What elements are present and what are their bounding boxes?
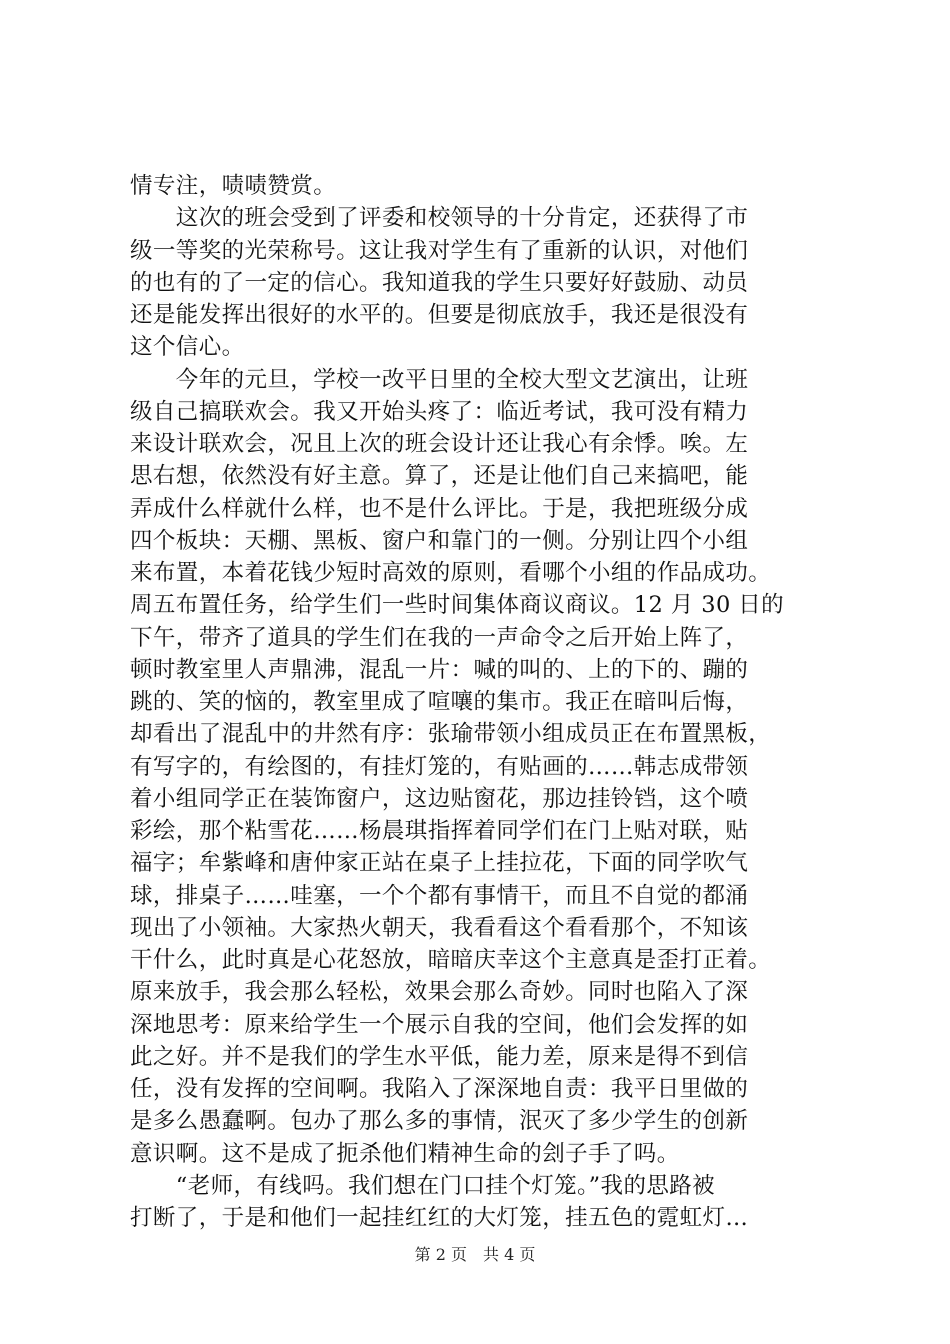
- text-line: 的也有的了一定的信心。我知道我的学生只要好好鼓励、动员: [130, 269, 749, 296]
- text-line: 干什么，此时真是心花怒放，暗暗庆幸这个主意真是歪打正着。: [130, 947, 772, 973]
- text-line: 四个板块：天棚、黑板、窗户和靠门的一侧。分别让四个小组: [130, 527, 749, 554]
- page-footer: [0, 1245, 950, 1265]
- text-line: 思右想，依然没有好主意。算了，还是让他们自己来搞吧，能: [130, 463, 749, 490]
- text-line: 任，没有发挥的空间啊。我陷入了深深地自责：我平日里做的: [130, 1076, 749, 1102]
- text-line: 着小组同学正在装饰窗户，这边贴窗花，那边挂铃铛，这个喷: [130, 785, 749, 812]
- text-line: 级自己搞联欢会。我又开始头疼了：临近考试，我可没有精力: [130, 398, 749, 425]
- text-line: 顿时教室里人声鼎沸，混乱一片：喊的叫的、上的下的、蹦的: [130, 656, 749, 683]
- page-indicator: 第 2 页 共 4 页: [414, 1245, 536, 1264]
- text-line: 福字；牟紫峰和唐仲家正站在桌子上挂拉花，下面的同学吹气: [130, 850, 749, 877]
- text-line: 此之好。并不是我们的学生水平低，能力差，原来是得不到信: [130, 1043, 749, 1070]
- text-line: 是多么愚蠢啊。包办了那么多的事情，泯灭了多少学生的创新: [130, 1108, 749, 1135]
- text-line: 来设计联欢会，况且上次的班会设计还让我心有余悸。唉。左: [130, 431, 749, 457]
- text-line: “老师，有线吗。我们想在门口挂个灯笼。”我的思路被: [130, 1172, 716, 1199]
- text-line: 今年的元旦，学校一改平日里的全校大型文艺演出，让班: [130, 366, 749, 393]
- text-line: 现出了小领袖。大家热火朝天，我看看这个看看那个，不知该: [130, 914, 749, 941]
- text-line: 深地思考：原来给学生一个展示自我的空间，他们会发挥的如: [130, 1011, 749, 1038]
- text-line: 弄成什么样就什么样，也不是什么评比。于是，我把班级分成: [130, 495, 749, 522]
- text-line: 周五布置任务，给学生们一些时间集体商议商议。12 月 30 日的: [130, 592, 785, 619]
- text-line: 这个信心。: [130, 334, 245, 361]
- text-line: 来布置，本着花钱少短时高效的原则，看哪个小组的作品成功。: [130, 560, 772, 586]
- text-line: 原来放手，我会那么轻松，效果会那么奇妙。同时也陷入了深: [130, 979, 749, 1006]
- text-line: 彩绘，那个粘雪花……杨晨琪指挥着同学们在门上贴对联，贴: [130, 818, 749, 844]
- text-line: 却看出了混乱中的井然有序：张瑜带领小组成员正在布置黑板，: [130, 721, 772, 748]
- text-line: 情专注，啧啧赞赏。: [130, 173, 337, 199]
- text-line: 这次的班会受到了评委和校领导的十分肯定，还获得了市: [130, 205, 749, 232]
- text-line: 打断了，于是和他们一起挂红红的大灯笼，挂五色的霓虹灯…: [130, 1205, 749, 1231]
- text-line: 还是能发挥出很好的水平的。但要是彻底放手，我还是很没有: [130, 302, 749, 328]
- text-line: 级一等奖的光荣称号。这让我对学生有了重新的认识，对他们: [130, 237, 749, 264]
- text-line: 有写字的，有绘图的，有挂灯笼的，有贴画的……韩志成带领: [130, 753, 749, 780]
- body-text: [130, 170, 830, 1234]
- text-line: 球，排桌子……哇塞，一个个都有事情干，而且不自觉的都涌: [130, 882, 749, 909]
- text-line: 跳的、笑的恼的，教室里成了喧嚷的集市。我正在暗叫后悔，: [130, 689, 749, 715]
- text-line: 意识啊。这不是成了扼杀他们精神生命的刽子手了吗。: [130, 1140, 680, 1167]
- text-line: 下午，带齐了道具的学生们在我的一声命令之后开始上阵了，: [130, 624, 749, 651]
